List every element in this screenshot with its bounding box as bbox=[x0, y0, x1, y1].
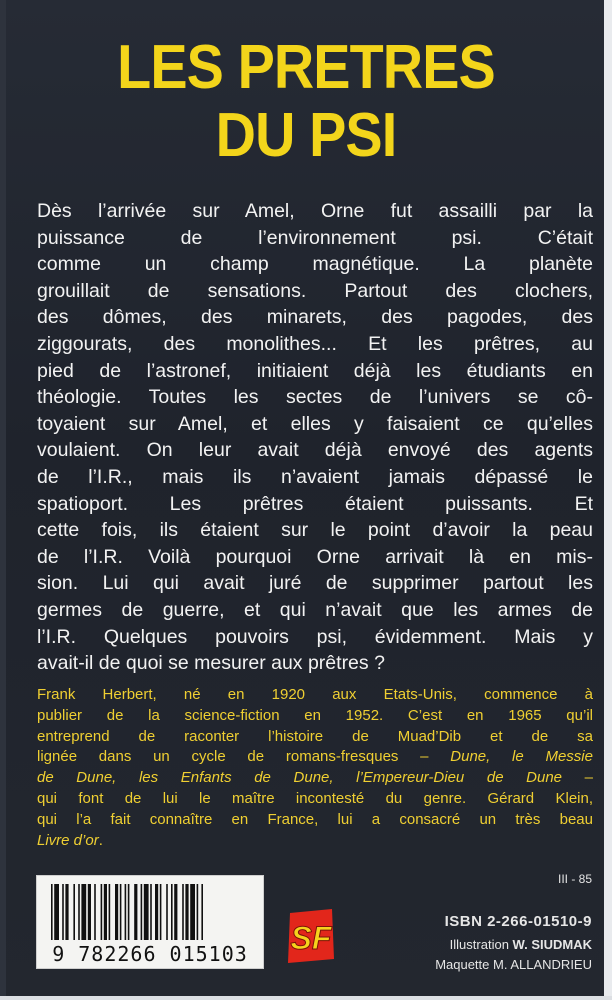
barcode-bar bbox=[62, 884, 64, 940]
synopsis-line: comme un champ magnétique. La planète bbox=[37, 253, 593, 276]
synopsis-line: de l’I.R., mais ils n’avaient jamais dépassé le bbox=[37, 465, 593, 488]
illustrator-name: W. SIUDMAK bbox=[512, 937, 592, 952]
illustration-label: Illustration bbox=[449, 937, 509, 952]
bio-line bbox=[37, 831, 593, 852]
barcode-bar bbox=[54, 884, 59, 940]
barcode-bar bbox=[125, 884, 127, 940]
bio-text: . bbox=[98, 831, 103, 849]
barcode-bar bbox=[104, 884, 107, 940]
cover-edge-bottom bbox=[0, 996, 612, 1000]
barcode-bar bbox=[166, 884, 168, 940]
synopsis-line: puissance de l’environnement psi. C’était bbox=[37, 226, 593, 249]
bio-text: lignée dans un cycle de romans-fresques – bbox=[37, 748, 451, 766]
cover-edge-right bbox=[604, 0, 612, 1000]
illustration-credit bbox=[450, 937, 592, 952]
synopsis-line: toyaient sur Amel, et elles y faisaient ce qu’elles bbox=[37, 412, 593, 435]
maquette-name: M. ALLANDRIEU bbox=[493, 957, 592, 972]
barcode-bar bbox=[174, 884, 177, 940]
barcode-bar bbox=[182, 884, 184, 940]
synopsis-line: sion. Lui qui avait juré de supprimer partout les bbox=[37, 572, 593, 595]
barcode-bar bbox=[109, 884, 111, 940]
bio-line: qui font de lui le maître incontesté du genre. Gérard Klein, bbox=[37, 789, 593, 807]
barcode-bar bbox=[65, 884, 68, 940]
barcode-bar bbox=[185, 884, 188, 940]
synopsis-line: cette fois, ils étaient sur le point d’avoir la peau bbox=[37, 519, 593, 542]
barcode-bar bbox=[144, 884, 149, 940]
bio-line: entreprend de raconter l’histoire de Muad’Dib et de sa bbox=[37, 727, 593, 745]
synopsis-line: Dès l’arrivée sur Amel, Orne fut assailli par la bbox=[37, 200, 593, 222]
barcode-number: 9 782266 015103 bbox=[52, 942, 248, 966]
bio-line: qui l’a fait connaître en France, lui a consacré un très beau bbox=[37, 810, 593, 828]
barcode-bar bbox=[150, 884, 152, 940]
bio-line bbox=[37, 768, 593, 789]
bio-line: publier de la science-fiction en 1952. C’est en 1965 qu’il bbox=[37, 706, 593, 724]
barcode-bar bbox=[160, 884, 162, 940]
barcode-bar bbox=[201, 884, 203, 940]
synopsis-line: grouillait de sensations. Partout des clochers, bbox=[37, 279, 593, 302]
sf-logo-text: SF bbox=[290, 920, 332, 956]
barcode-bar bbox=[171, 884, 173, 940]
sf-logo-icon bbox=[284, 905, 338, 967]
barcode-bar bbox=[78, 884, 80, 940]
synopsis-line: germes de guerre, et qui n’avait que les armes de bbox=[37, 598, 593, 621]
print-code: III - 85 bbox=[557, 872, 592, 886]
barcode bbox=[36, 875, 264, 969]
synopsis-line: l’I.R. Quelques pouvoirs psi, évidemment. Mais y bbox=[37, 625, 593, 648]
barcode-bar bbox=[120, 884, 122, 940]
synopsis-line: voulaient. On leur avait déjà envoyé des agents bbox=[37, 439, 593, 462]
synopsis-line: des dômes, des minarets, des pagodes, des bbox=[37, 306, 593, 329]
synopsis-line: spatioport. Les prêtres étaient puissants. Et bbox=[37, 492, 593, 515]
bio-book-title: Livre d’or bbox=[37, 831, 99, 849]
barcode-bar bbox=[73, 884, 75, 940]
synopsis-line: pied de l’astronef, initiaient déjà les étudiants en bbox=[37, 359, 593, 382]
synopsis-text bbox=[37, 198, 593, 677]
book-title-line-2: DU PSI bbox=[215, 101, 397, 170]
book-title-line-1: LES PRETRES bbox=[117, 33, 495, 102]
synopsis-line: de l’I.R. Voilà pourquoi Orne arrivait là en mis- bbox=[37, 545, 593, 568]
barcode-bar bbox=[115, 884, 118, 940]
bio-line: Frank Herbert, né en 1920 aux Etats-Unis, commence à bbox=[37, 686, 593, 703]
barcode-bar bbox=[88, 884, 91, 940]
barcode-bar bbox=[190, 884, 195, 940]
barcode-bar bbox=[81, 884, 86, 940]
synopsis-line: avait-il de quoi se mesurer aux prêtres ? bbox=[37, 652, 385, 675]
synopsis-line: ziggourats, des monolithes... Et les prêtres, au bbox=[37, 332, 593, 355]
isbn: ISBN 2-266-01510-9 bbox=[444, 913, 592, 930]
barcode-bar bbox=[101, 884, 103, 940]
maquette-label: Maquette bbox=[435, 957, 490, 972]
synopsis-line: théologie. Toutes les sectes de l’univers se cô- bbox=[37, 386, 593, 409]
bio-book-titles: de Dune, les Enfants de Dune, l’Empereur-Dieu de Dune bbox=[37, 769, 563, 787]
barcode-bar bbox=[94, 884, 96, 940]
maquette-credit bbox=[435, 957, 592, 972]
cover-edge-left bbox=[0, 0, 6, 1000]
barcode-bar bbox=[155, 884, 158, 940]
bio-text: – bbox=[562, 769, 593, 787]
bio-line bbox=[37, 747, 593, 768]
bio-book-title: Dune, le Messie bbox=[450, 748, 593, 766]
barcode-bar bbox=[128, 884, 130, 940]
barcode-bar bbox=[141, 884, 143, 940]
barcode-bar bbox=[197, 884, 199, 940]
barcode-bar bbox=[134, 884, 137, 940]
barcode-bar bbox=[51, 884, 53, 940]
author-bio bbox=[37, 685, 593, 851]
barcode-bars bbox=[37, 876, 263, 946]
